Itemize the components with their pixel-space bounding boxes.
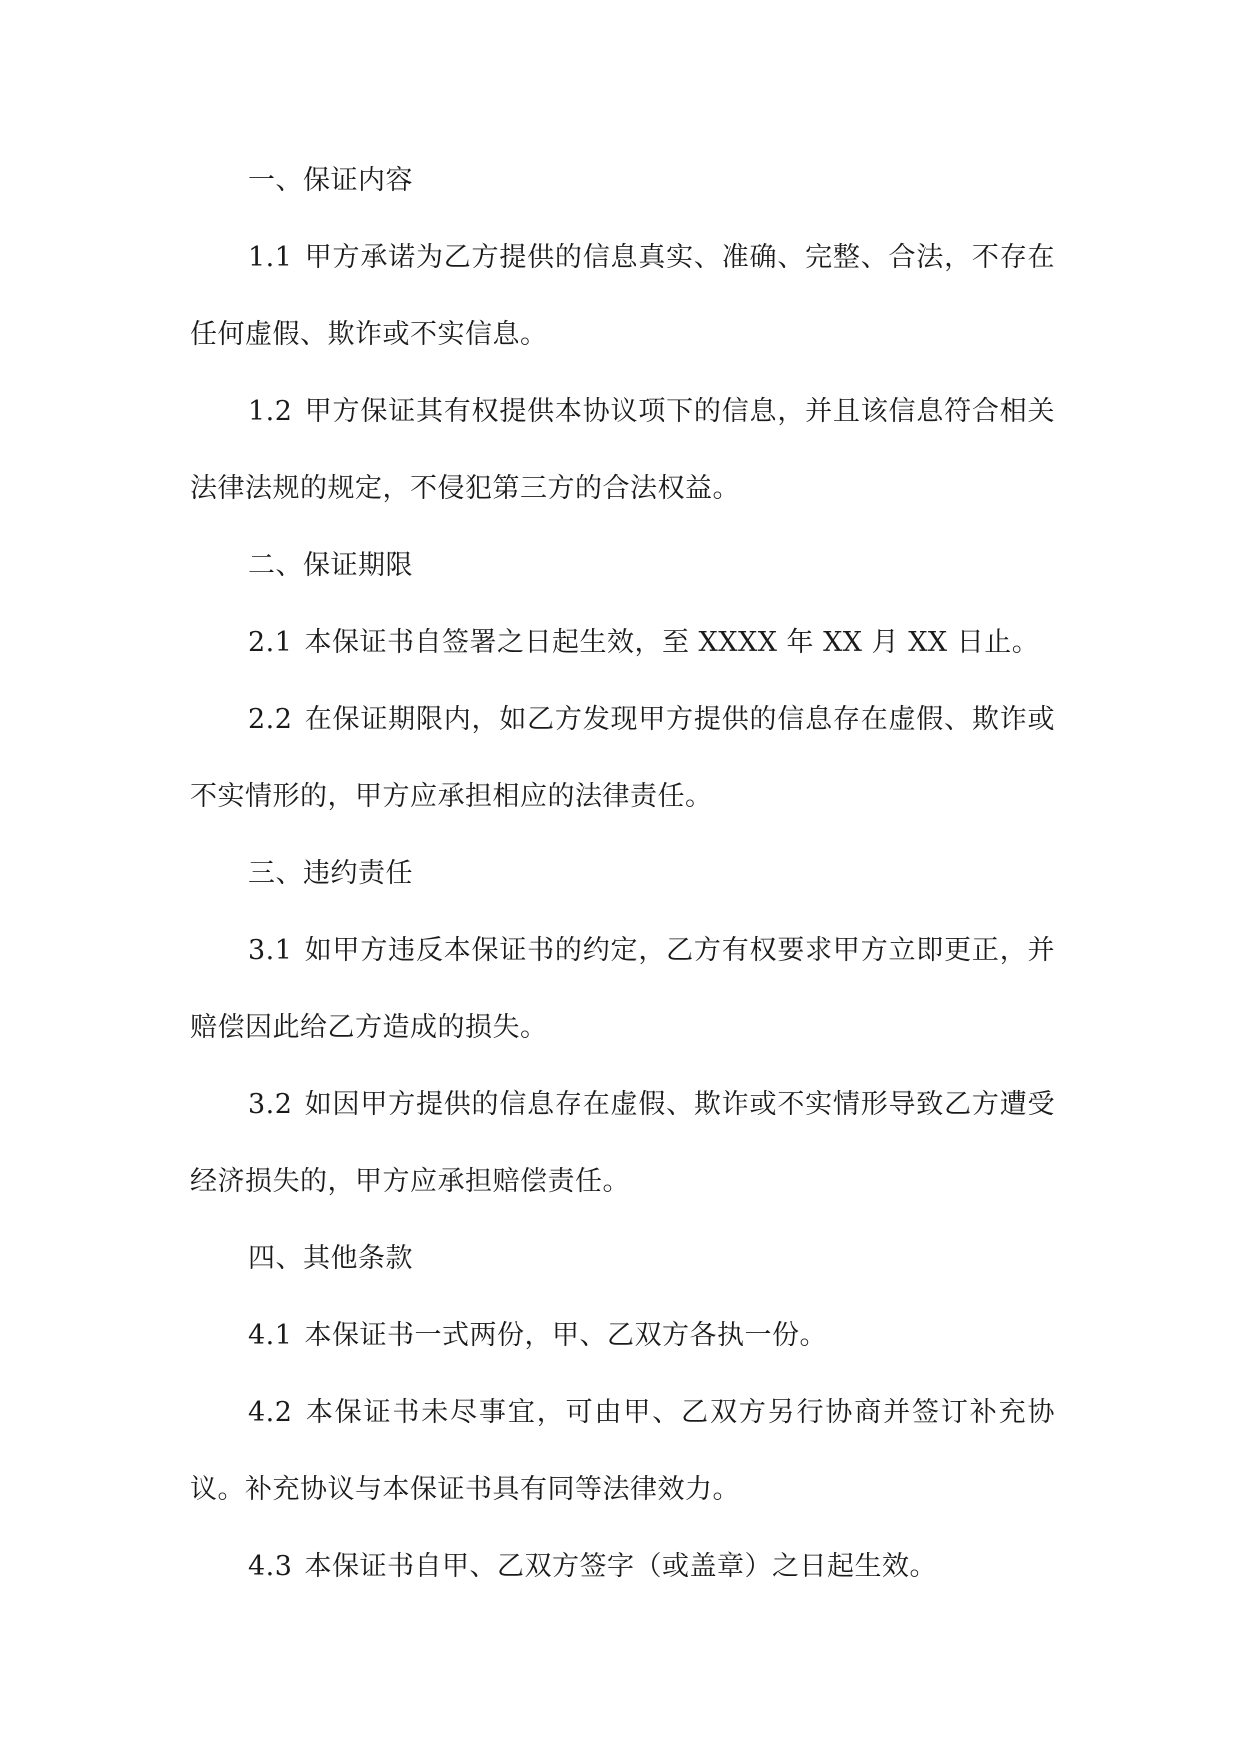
- clause-paragraph: [190, 604, 1055, 681]
- clause-number: 1.2: [248, 396, 293, 427]
- paragraph-text: 如甲方违反本保证书的约定，乙方有权要求甲方立即更正，并赔偿因此给乙方造成的损失。: [190, 935, 1055, 1043]
- clause-paragraph: [190, 912, 1055, 1066]
- paragraph-text: 三、违约责任: [248, 858, 413, 889]
- clause-paragraph: [190, 1066, 1055, 1220]
- clause-paragraph: [190, 373, 1055, 527]
- paragraph-text: 二、保证期限: [248, 550, 413, 581]
- clause-number: 4.1: [248, 1320, 293, 1351]
- clause-number: 3.1: [248, 935, 293, 966]
- clause-number: 3.2: [248, 1089, 293, 1120]
- clause-number: 1.1: [248, 242, 293, 273]
- section-heading: [190, 1220, 1055, 1297]
- paragraph-text: 本保证书未尽事宜，可由甲、乙双方另行协商并签订补充协议。补充协议与本保证书具有同等法律效力。: [190, 1397, 1055, 1505]
- section-heading: [190, 142, 1055, 219]
- paragraph-text: 在保证期限内，如乙方发现甲方提供的信息存在虚假、欺诈或不实情形的，甲方应承担相应的法律责任。: [190, 704, 1055, 812]
- clause-paragraph: [190, 1297, 1055, 1374]
- paragraph-text: 本保证书一式两份，甲、乙双方各执一份。: [304, 1320, 827, 1351]
- paragraph-text: 本保证书自甲、乙双方签字（或盖章）之日起生效。: [304, 1551, 937, 1582]
- clause-number: 2.1: [248, 627, 293, 658]
- paragraph-text: 如因甲方提供的信息存在虚假、欺诈或不实情形导致乙方遭受经济损失的，甲方应承担赔偿责任。: [190, 1089, 1055, 1197]
- paragraph-text: 甲方承诺为乙方提供的信息真实、准确、完整、合法，不存在任何虚假、欺诈或不实信息。: [190, 242, 1055, 350]
- clause-number: 2.2: [248, 704, 293, 735]
- clause-number: 4.3: [248, 1551, 293, 1582]
- paragraph-text: 本保证书自签署之日起生效，至 XXXX 年 XX 月 XX 日止。: [304, 627, 1040, 658]
- section-heading: [190, 835, 1055, 912]
- clause-number: 4.2: [248, 1397, 293, 1428]
- document-body: [190, 142, 1055, 1605]
- clause-paragraph: [190, 681, 1055, 835]
- clause-paragraph: [190, 219, 1055, 373]
- section-heading: [190, 527, 1055, 604]
- clause-paragraph: [190, 1374, 1055, 1528]
- paragraph-text: 甲方保证其有权提供本协议项下的信息，并且该信息符合相关法律法规的规定，不侵犯第三方的合法权益。: [190, 396, 1055, 504]
- paragraph-text: 四、其他条款: [248, 1243, 413, 1274]
- paragraph-text: 一、保证内容: [248, 165, 413, 196]
- clause-paragraph: [190, 1528, 1055, 1605]
